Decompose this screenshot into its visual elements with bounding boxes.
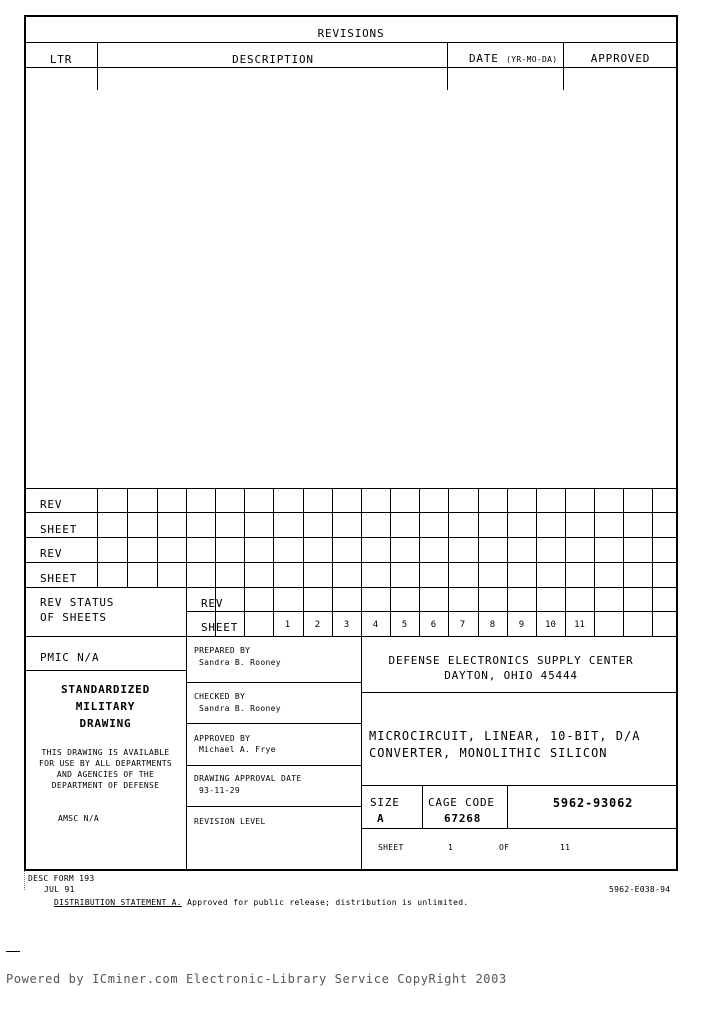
smd-avail-4: DEPARTMENT OF DEFENSE [51,781,160,790]
grid-vline [390,488,391,636]
approval-date-value: 93-11-29 [199,786,240,795]
rev-col-divider-1 [97,42,98,90]
size-rule [361,828,677,829]
rev-col-divider-3 [563,42,564,90]
grid-vline [419,488,420,636]
margin-tick [6,951,20,952]
grid-vline [565,488,566,636]
size-cage-divider [422,785,423,828]
smd-avail-1: THIS DRAWING IS AVAILABLE [41,748,170,757]
agency-rule [361,692,677,693]
sheet-number-cell: 6 [430,620,437,630]
form-number: DESC FORM 193 [28,874,95,883]
col-approved-header: APPROVED [590,52,651,65]
amsc-text: AMSC N/A [58,814,99,823]
col-description-header: DESCRIPTION [232,53,314,66]
doc-code: 5962-E038-94 [609,885,671,894]
sheet-number-cell: 7 [459,620,466,630]
prepared-by-name: Sandra B. Rooney [199,658,281,667]
checked-by-name: Sandra B. Rooney [199,704,281,713]
grid-vline [536,488,537,636]
grid-vline [507,488,508,636]
grid-rev-label-1: REV [40,498,63,511]
rev-status-sheet-label: SHEET [201,621,239,634]
size-value: A [377,812,385,825]
checked-by-label: CHECKED BY [194,692,246,701]
pmic-text: PMIC N/A [40,651,100,664]
smd-avail-2: FOR USE BY ALL DEPARTMENTS [38,759,173,768]
title-left-divider [186,587,187,871]
sheet-number-cell: 9 [518,620,525,630]
grid-vline [361,488,362,636]
grid-vline [478,488,479,636]
title-rule [361,785,677,786]
approval-rule-2 [186,723,361,724]
approval-date-label: DRAWING APPROVAL DATE [194,774,302,783]
grid-vline [332,488,333,636]
grid-vline [127,488,128,587]
grid-vline [448,488,449,636]
powered-by-watermark: Powered by ICminer.com Electronic-Library Service CopyRight 2003 [6,972,507,986]
approval-rule-3 [186,765,361,766]
grid-rule-4 [25,562,677,563]
sheet-number: 1 [448,843,454,852]
sheet-number-cell: 8 [489,620,496,630]
col-date-header [469,52,557,65]
rev-status-label-1: REV STATUS [40,596,115,609]
grid-sheet-label-2: SHEET [40,572,78,585]
smd-line-1: STANDARDIZED [60,683,151,696]
grid-rule-1 [25,488,677,489]
grid-rule-6 [186,611,677,612]
grid-rev-label-2: REV [40,547,63,560]
col-date-format: (YR-MO-DA) [506,55,558,64]
grid-vline [623,488,624,636]
col-ltr-header: LTR [49,53,73,66]
grid-vline [244,488,245,636]
grid-vline [652,488,653,636]
grid-vline [215,488,216,636]
sheet-number-cell: 2 [314,620,321,630]
smd-line-2: MILITARY [75,700,136,713]
grid-rule-3 [25,537,677,538]
distribution-text: Approved for public release; distribution is unlimited. [181,898,469,907]
smd-avail-3: AND AGENCIES OF THE [56,770,155,779]
title-line-2: CONVERTER, MONOLITHIC SILICON [369,746,608,760]
prepared-by-label: PREPARED BY [194,646,251,655]
rev-status-label-2: OF SHEETS [40,611,107,624]
distribution-label: DISTRIBUTION STATEMENT A. [54,898,182,907]
sheet-of-label: OF [499,843,510,852]
size-label: SIZE [370,796,400,809]
agency-line-1: DEFENSE ELECTRONICS SUPPLY CENTER [388,654,634,667]
agency-line-2: DAYTON, OHIO 45444 [444,669,578,682]
cage-label: CAGE CODE [428,796,495,809]
pmic-rule [25,670,186,671]
smd-line-3: DRAWING [79,717,132,730]
grid-rule-7 [25,636,677,637]
sheet-label: SHEET [378,843,404,852]
sheet-number-cell: 1 [284,620,291,630]
sheet-number-cell: 5 [401,620,408,630]
sheet-number-cell: 11 [574,620,585,630]
revisions-title-rule [25,42,677,43]
grid-vline [97,488,98,587]
cage-value: 67268 [444,812,482,825]
approved-by-label: APPROVED BY [194,734,251,743]
rev-col-divider-2 [447,42,448,90]
grid-vline [157,488,158,587]
revision-level-label: REVISION LEVEL [194,817,266,826]
approved-by-name: Michael A. Frye [199,745,276,754]
revisions-title: REVISIONS [317,27,385,40]
grid-vline [303,488,304,636]
sheet-number-cell: 3 [343,620,350,630]
title-line-1: MICROCIRCUIT, LINEAR, 10-BIT, D/A [369,729,641,743]
approval-rule-4 [186,806,361,807]
rev-status-rev-label: REV [201,597,224,610]
distribution-statement [54,898,468,907]
approval-rule-1 [186,682,361,683]
sheet-number-cell: 4 [372,620,379,630]
sheet-total: 11 [560,843,571,852]
grid-vline [594,488,595,636]
drawing-number: 5962-93062 [552,796,634,810]
revisions-header-rule [25,67,677,68]
form-date: JUL 91 [44,885,75,894]
grid-rule-5 [25,587,677,588]
sheet-number-cell: 10 [545,620,556,630]
grid-sheet-label-1: SHEET [40,523,78,536]
grid-vline [273,488,274,636]
grid-rule-2 [25,512,677,513]
col-date-label: DATE [469,52,499,65]
